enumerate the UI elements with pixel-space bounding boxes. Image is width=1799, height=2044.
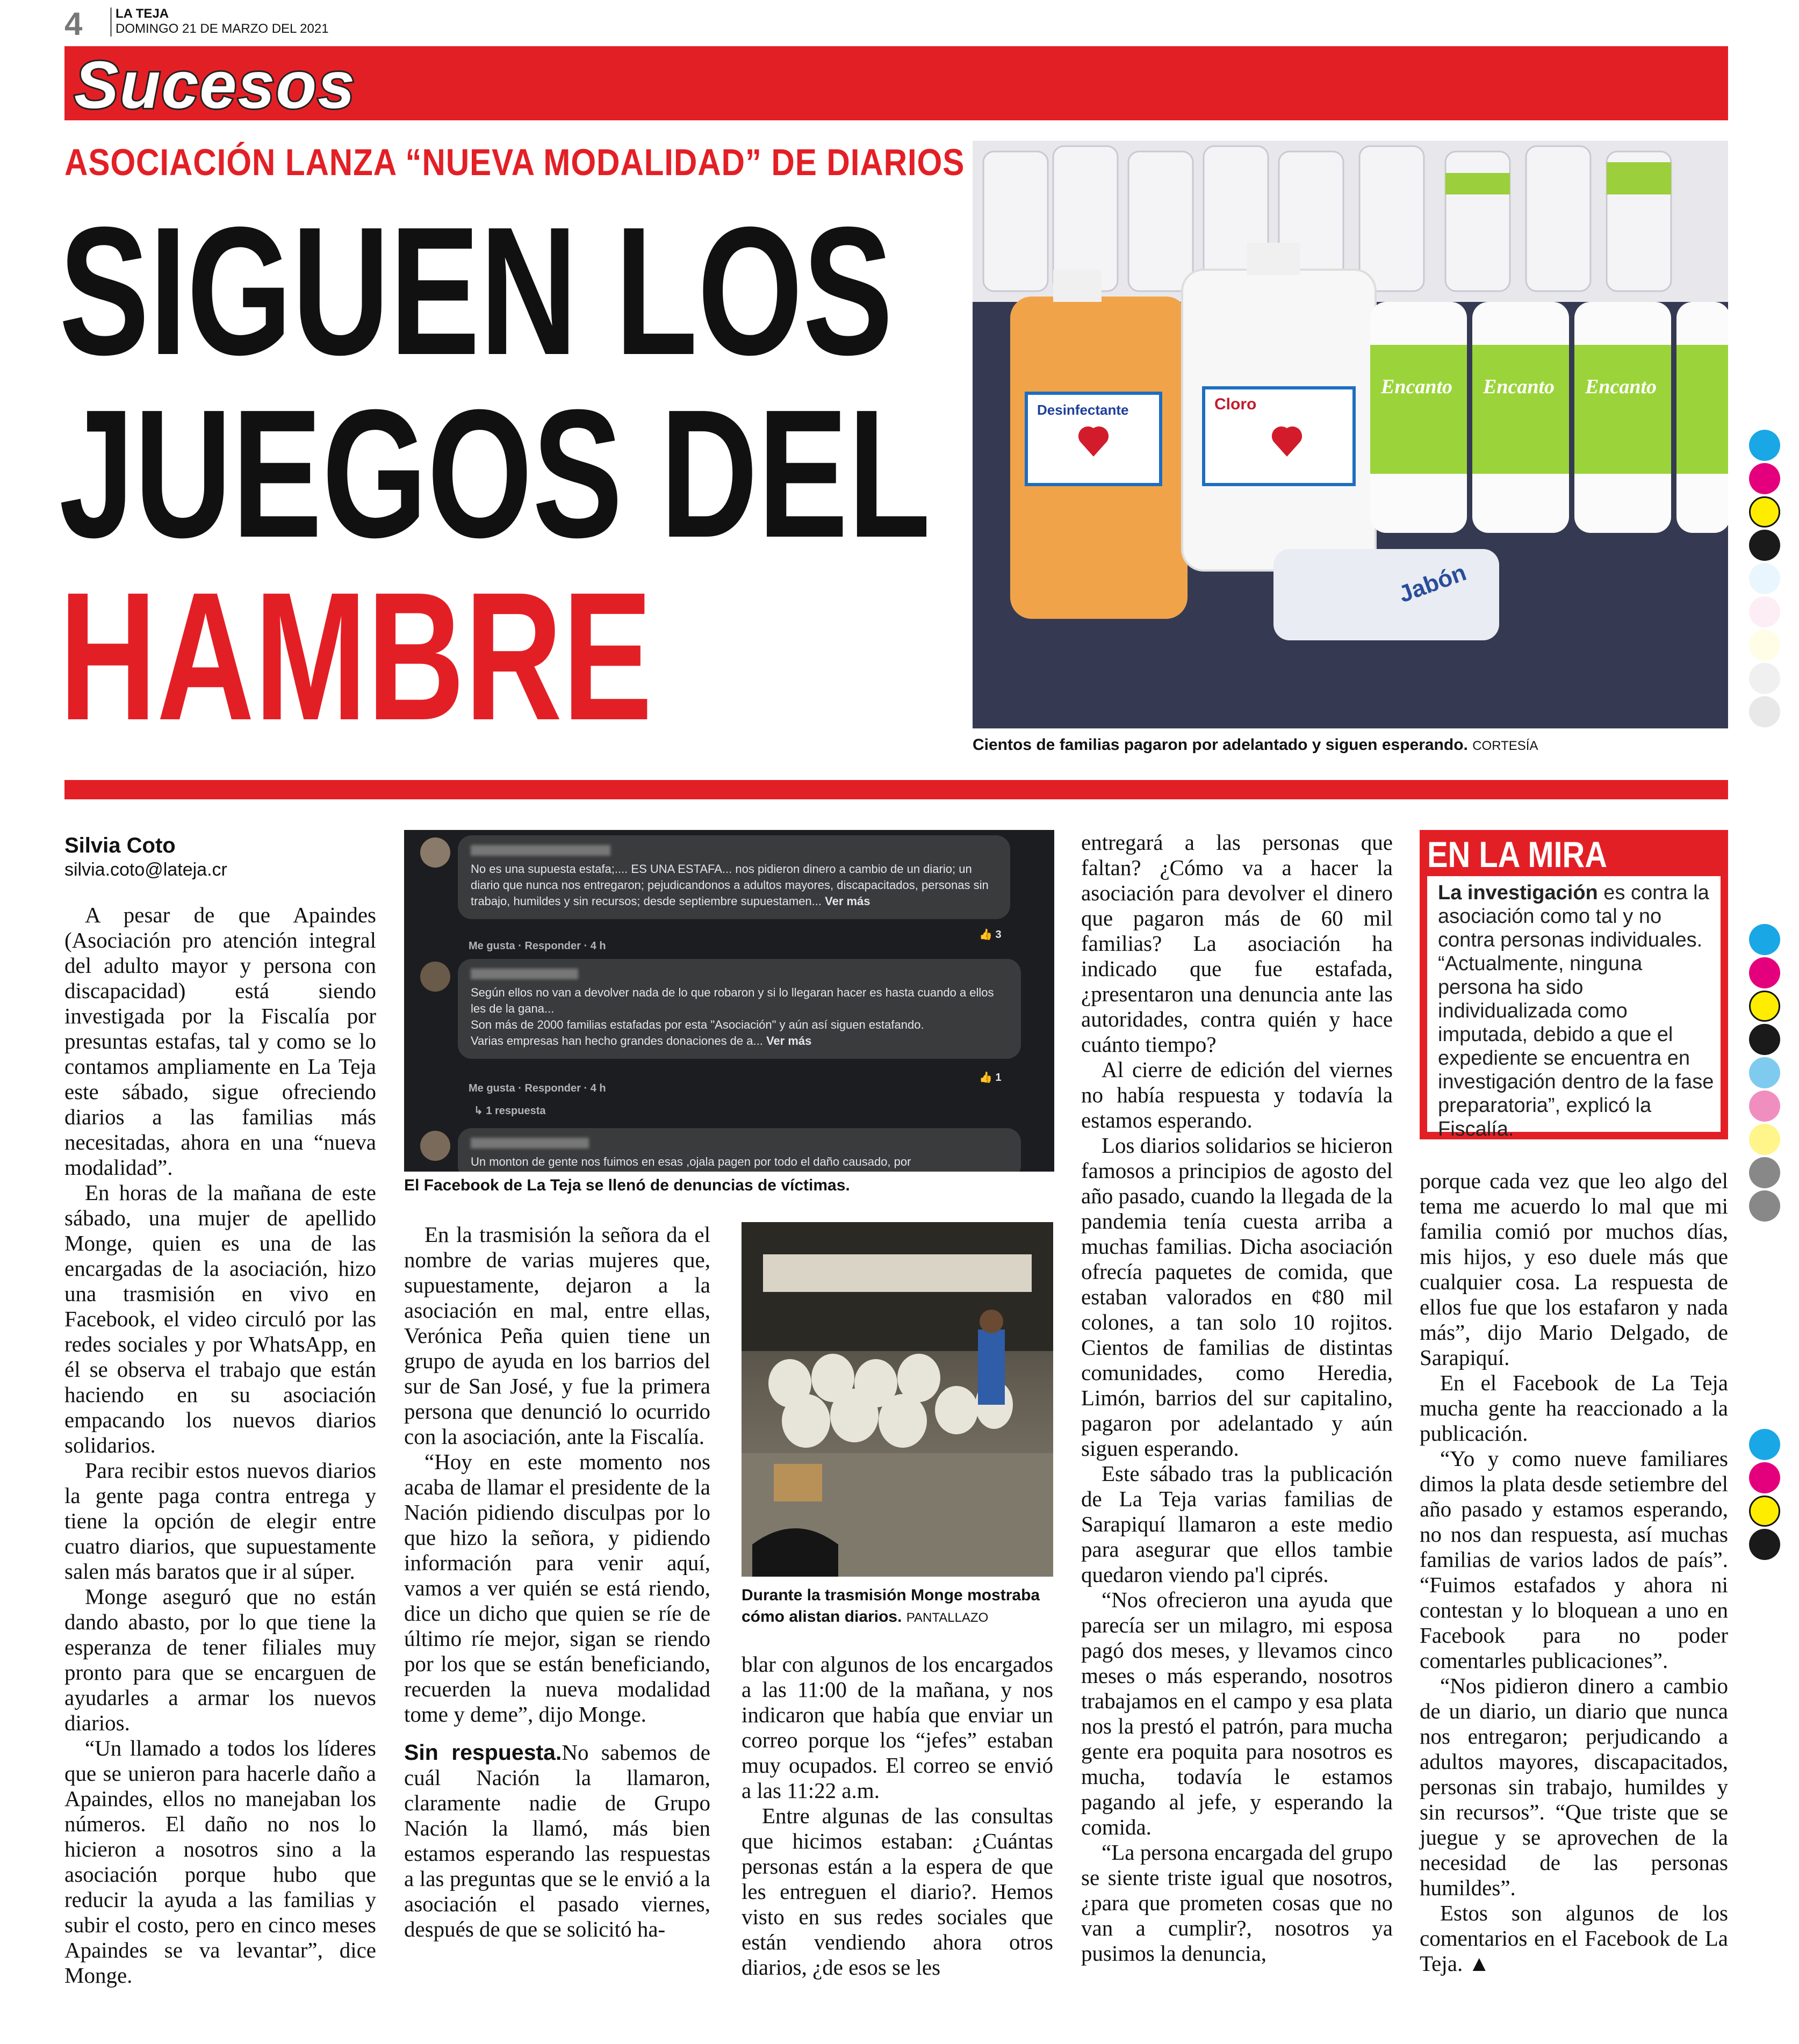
fb-comment-3 [458,1128,1021,1172]
bag-label: Jabón [1395,559,1470,608]
masthead-date: DOMINGO 21 DE MARZO DEL 2021 [116,21,329,36]
avatar [420,962,450,992]
comment-text: No es una supuesta estafa;.... ES UNA ESTAFA... nos pidieron dinero a cambio de un diario; un diario que nunca nos entregaron; pejudicandonos a adultos mayores, discapacitados, personas sin trabajo, humildes y sin recursos; desde septiembre supuestamen... [471,862,989,908]
article-column-1 [64,902,376,1988]
paragraph: “Yo y como nueve familiares dimos la plata desde setiembre del año pasado y estamos esperando, no nos dan respuesta, así muchas familias de varios lados de país”. “Fuimos estafados y ahora ni contestan y lo bloquean a uno en Facebook para no poder comentarles publicaciones”. [1420,1446,1728,1673]
paragraph: entregará a las personas que faltan? ¿Cómo va a hacer la asociación para devolver el dinero que pagaron más de 60 mil familias? La asociación ha indicado que fue estafada, ¿presentaron una denuncia ante las autoridades, contra quién y hace cuánto tiempo? [1081,830,1393,1057]
article-column-5 [1420,1168,1728,1976]
cyan-mark [1749,924,1780,955]
subhead-text: No sabemos de cuál Nación la llamaron, claramente nadie de Grupo Nación la llamó, más bien estamos esperando las respuestas a las preguntas que se le envió a la asociación el pasado viernes, después de que se solicitó ha- [404,1740,710,1941]
jug2-label: Cloro [1214,395,1257,413]
sidebar-title: EN LA MIRA [1427,834,1608,875]
blurred-name [471,845,610,856]
black-mark [1749,530,1780,561]
caption-text: Durante la trasmisión Monge mostraba cómo alistan diarios. [742,1586,1040,1626]
comment-text: Varias empresas han hecho grandes donaciones de a... [471,1034,763,1048]
replies-link: ↳ 1 respuesta [474,1105,546,1117]
section-title: Sucesos [74,48,356,122]
paragraph: En la trasmisión la señora da el nombre de varias mujeres que, supuestamente, dejaron a la asociación en mal, entre ellas, Verónica Peña quien tiene un grupo de ayuda en los barrios del sur de San José, y fue la primera persona que denunció lo ocurrido con la asociación, ante la Fiscalía. [404,1222,710,1449]
product-label: Encanto [1483,375,1555,398]
fb-comment-2 [458,959,1021,1059]
magenta-mark [1749,1462,1780,1493]
page-number: 4 [64,6,83,42]
comment-text: Son más de 2000 familias estafadas por esta "Asociación" y aún así siguen estafando. [471,1018,924,1031]
cyan-mark [1749,1429,1780,1460]
grey-mark [1749,1190,1780,1222]
headline-line-1: SIGUEN LOS [59,189,893,393]
magenta-mark [1749,957,1780,988]
light-yellow-mark [1749,630,1780,661]
byline-email: silvia.coto@lateja.cr [64,860,227,880]
light-cyan-mark [1749,563,1780,594]
lead-photo-caption [973,736,1538,754]
livestream-caption [742,1585,1053,1629]
fb-meta: Me gusta · Responder · 4 h [469,1082,606,1094]
see-more-link: Ver más [766,1034,812,1048]
paragraph: porque cada vez que leo algo del tema me acuerdo lo mal que mi familia comió por muchos días, mis hijos, y eso duele más que cualquier cosa. La respuesta de ellos fue que los estafaron y nada más”, dijo Mario Delgado, de Sarapiquí. [1420,1168,1728,1370]
grey-mark [1749,696,1780,727]
masthead-brand: LA TEJA [116,6,169,21]
livestream-photo [742,1222,1053,1577]
light-yellow-mark [1749,1124,1780,1155]
paragraph: “Nos pidieron dinero a cambio de un diario, un diario que nunca nos entregaron; perjudicando a adultos mayores, discapacitados, personas sin trabajo, humildes y sin recursos”. “Que triste que se juegue y se aprovechen de la necesidad de las personas humildes”. [1420,1673,1728,1900]
headline-line-3: HAMBRE [59,554,653,759]
lead-photo-illustration [973,141,1728,728]
black-mark [1749,1529,1780,1560]
blurred-name [471,1138,589,1149]
livestream-illustration [742,1222,1053,1577]
paragraph: Este sábado tras la publicación de La Teja varias familias de Sarapiquí llamaron a este medio para asegurar que ellos tambie quedaron viendo pa'l ciprés. [1081,1461,1393,1587]
paragraph: Los diarios solidarios se hicieron famosos a principios de agosto del año pasado, cuando la llegada de la pandemia tenía cuesta arriba a muchas familias. Dicha asociación ofrecía paquetes de comida, que estaban valorados en ¢80 mil colones, a tan solo 10 rojitos. Cientos de familias de distintas comunidades, como Heredia, Limón, barrios del sur capitalino, pagaron por adelantado y aún siguen esperando. [1081,1133,1393,1461]
reaction-count: 👍 1 [979,1072,1002,1084]
byline-author: Silvia Coto [64,834,176,857]
paragraph: En el Facebook de La Teja mucha gente ha reaccionado a la publicación. [1420,1370,1728,1446]
paragraph: Entre algunas de las consultas que hicimos estaban: ¿Cuántas personas están a la espera de que les entreguen el diario?. Hemos visto en sus redes sociales que están vendiendo ahora otros diarios, ¿de esos se les [742,1803,1053,1980]
yellow-mark [1749,496,1780,528]
paragraph: “La persona encargada del grupo se siente triste igual que nosotros, ¿para que prometen cosas que no van a cumplir?, nosotros ya pusimos la denuncia, [1081,1840,1393,1966]
blurred-name [471,969,578,979]
see-more-link: Ver más [825,894,870,908]
headline-line-2: JUEGOS DEL [59,372,931,576]
jug1-label: Desinfectante [1037,402,1129,418]
sidebar-text [1438,881,1718,1141]
paragraph: “Un llamado a todos los líderes que se unieron para hacerle daño a Apaindes, ellos no manejaban los números. El daño no nos lo hicieron a nosotros sino a la asociación porque hubo que reducir la ayuda a las familias y subir el costo, pero en cinco meses Apaindes se va levantar”, dice Monge. [64,1736,376,1988]
photo-credit: CORTESÍA [1472,739,1538,753]
paragraph: Estos son algunos de los comentarios en el Facebook de La Teja. ▲ [1420,1901,1728,1976]
sidebar-text-2: “Actualmente, ninguna persona ha sido individualizada como imputada, debido a que el expediente se encuentra en investigación dentro de la fase preparatoria”, explicó la Fiscalía. [1438,952,1714,1140]
paragraph: Monge aseguró que no están dando abasto, por lo que tiene la esperanza de tener filiales muy pronto para que se encarguen de ayudarles a armar los nuevos diarios. [64,1584,376,1735]
masthead-divider [110,8,112,37]
article-column-3 [742,1652,1053,1980]
light-magenta-mark [1749,596,1780,627]
reaction-count: 👍 3 [979,929,1002,941]
headline [59,189,931,759]
sidebar-text-1: es contra la asociación como tal y no contra personas individuales. [1438,882,1709,951]
paragraph: En horas de la mañana de este sábado, una mujer de apellido Monge, quien es una de las encargadas de la asociación, hizo una trasmisión en vivo en Facebook, el video circuló por las redes sociales y por WhatsApp, en él se observa el trabajo que están haciendo en su asociación empacando los nuevos diarios solidarios. [64,1180,376,1457]
sidebar-lead: La investigación [1438,882,1598,904]
comment-text: Un monton de gente nos fuimos en esas ,ojala pagen por todo el daño causado, por [471,1155,911,1168]
reaction-number: 1 [995,1072,1002,1084]
photo-credit: PANTALLAZO [906,1610,989,1625]
fb-comment-1 [458,835,1010,919]
section-divider [64,780,1728,799]
yellow-mark [1749,991,1780,1022]
product-label: Encanto [1585,375,1657,398]
avatar [420,1131,450,1161]
facebook-caption: El Facebook de La Teja se llenó de denuncias de víctimas. [404,1176,850,1194]
avatar [420,837,450,868]
paragraph: Para recibir estos nuevos diarios la gente paga contra entrega y tiene la opción de elegir entre cuatro diarios, que supuestamente salen más baratos que ir al súper. [64,1458,376,1584]
article-column-4 [1081,830,1393,1966]
light-cyan-mark [1749,1057,1780,1088]
light-black-mark [1749,663,1780,694]
product-label: Encanto [1381,375,1453,398]
comment-text: Según ellos no van a devolver nada de lo que robaron y si lo llegaran hacer es hasta cuando a ellos les de la gana... [471,986,994,1015]
paragraph: blar con algunos de los encargados a las 11:00 de la mañana, y nos indicaron que había que enviar un correo porque los “jefes” estaban muy ocupados. El correo se envió a las 11:22 a.m. [742,1652,1053,1803]
subhead: Sin respuesta. [404,1740,562,1765]
grey-mark [1749,1157,1780,1188]
yellow-mark [1749,1496,1780,1527]
subhead-paragraph [404,1740,710,1942]
replies-text: 1 respuesta [486,1105,546,1117]
paragraph: “Hoy en este momento nos acaba de llamar el presidente de la Nación pidiendo disculpas por lo que hizo la señora, y pidiendo información para venir aquí, vamos a ver quién se está riendo, dice un dicho que quien se ríe de último ríe mejor, sigan se riendo por los que se están beneficiando, recuerden la nueva modalidad tome y deme”, dijo Monge. [404,1449,710,1727]
paragraph: Al cierre de edición del viernes no había respuesta y todavía la estamos esperando. [1081,1057,1393,1132]
reaction-number: 3 [995,929,1002,941]
kicker: ASOCIACIÓN LANZA “NUEVA MODALIDAD” DE DIARIOS [64,141,965,183]
article-column-2 [404,1222,710,1942]
cyan-mark [1749,430,1780,461]
fb-meta: Me gusta · Responder · 4 h [469,940,606,952]
paragraph: “Nos ofrecieron una ayuda que parecía ser un milagro, mi esposa pagó dos meses, y llevamos cinco meses o más esperando, nosotros trabajamos en el campo y esa plata nos la prestó el patrón, para mucha gente era poquita para nosotros es mucha, todavía le estamos pagando al jefe, y esperando la comida. [1081,1587,1393,1839]
caption-text: Cientos de familias pagaron por adelantado y siguen esperando. [973,736,1468,754]
paragraph: A pesar de que Apaindes (Asociación pro atención integral del adulto mayor y persona con discapacidad) está siendo investigada por la Fiscalía por presuntas estafas, tal y como se lo contamos ampliamente en La Teja este sábado, sigue ofreciendo diarios a las familias más necesitadas, ahora en una “nueva modalidad”. [64,902,376,1180]
light-magenta-mark [1749,1090,1780,1122]
magenta-mark [1749,463,1780,494]
black-mark [1749,1024,1780,1055]
lead-photo [973,141,1728,728]
facebook-screenshot [404,830,1054,1172]
